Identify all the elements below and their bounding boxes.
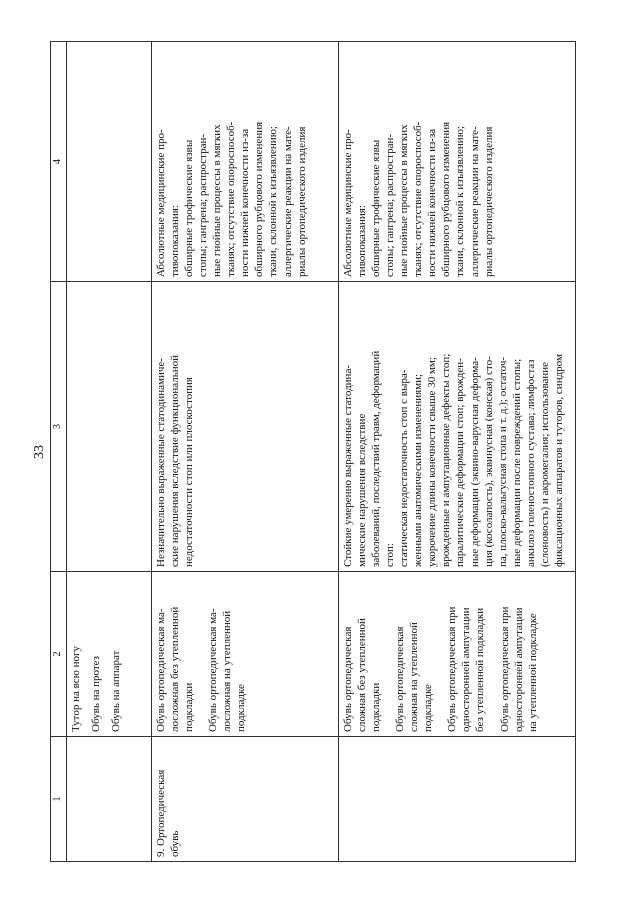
- category-cell: 9. Ортопедическая обувь: [151, 737, 338, 862]
- product-item: Обувь ортопедическая при односторонней ампутации на утепленной подкладке: [498, 606, 539, 732]
- indications-cell: Стойкие умеренно выраженные статодина- мические нарушения вследствие заболеваний, последствий травм, деформаций стоп: статическая недостаточность стоп с выра- женными анатомическими изменениями; укорочение длины конечности свыше 30 мм; врожденные и ампутационные дефекты стоп; паралитические деформации стоп; врожден- ные деформации (эквино-варусная деформа- ция (косолапость), эквинусная (конская) сто- па, плоско-вальгусная стопа и т. д.); остаточ- ные деформации после повреждений стопы; анкилоз голеностопного сустава; лимфостаз (слоновость) и акромегалия; использование фиксационных аппаратов и туторов, синдром: [338, 282, 575, 572]
- product-item: Обувь на протез: [89, 655, 102, 732]
- product-list-cell: [338, 572, 575, 737]
- product-item: Обувь ортопедическая сложная на утепленной подкладке: [394, 622, 435, 732]
- category-cell: [66, 737, 151, 862]
- product-item: Тутор на всю ногу: [69, 646, 82, 732]
- product-item: Обувь на аппарат: [109, 650, 122, 732]
- column-number-2: 2: [51, 572, 67, 737]
- column-number-3: 3: [51, 282, 67, 572]
- rotated-page: [20, 32, 620, 872]
- document-table: [50, 41, 576, 862]
- product-list-cell: [66, 572, 151, 737]
- indications-cell: Незначительно выраженные статодинамиче- ские нарушения вследствие функциональной недостаточности стоп или плоскостопия: [151, 282, 338, 572]
- contraindications-cell: [66, 42, 151, 282]
- table-row: [338, 42, 575, 862]
- product-item: Обувь ортопедическая сложная без утепленной подкладки: [341, 618, 382, 732]
- column-number-4: 4: [51, 42, 67, 282]
- indications-cell: [66, 282, 151, 572]
- contraindications-cell: Абсолютные медицинские про- тивопоказания: обширные трофические язвы стопы; гангрена; распростран- ные гнойные процессы в мягких тканях; отсутствие опороспособ- ности нижней конечности из-за обширного рубцового изменения ткани, склонной к изъязвлению; аллергические реакции на мате- риалы ортопедического изделия: [151, 42, 338, 282]
- table-row: [66, 42, 151, 862]
- page-number: 33: [32, 445, 47, 459]
- product-item: Обувь ортопедическая ма- лосложная без утепленной подкладки: [154, 606, 195, 732]
- product-list-cell: [151, 572, 338, 737]
- product-item: Обувь ортопедическая при односторонней ампутации без утепленной подкладки: [446, 606, 487, 732]
- contraindications-cell: Абсолютные медицинские про- тивопоказания: обширные трофические язвы стопы; гангрена; распростран- ные гнойные процессы в мягких тканях; отсутствие опороспособ- ности нижней конечности из-за обширного рубцового изменения ткани, склонной к изъязвлению; аллергические реакции на мате- риалы ортопедического изделия: [338, 42, 575, 282]
- column-number-1: 1: [51, 737, 67, 862]
- table-row: [151, 42, 338, 862]
- product-item: Обувь ортопедическая ма- лосложная на утепленной подкладке: [207, 608, 248, 732]
- category-cell: [338, 737, 575, 862]
- table-header-row: [51, 42, 67, 862]
